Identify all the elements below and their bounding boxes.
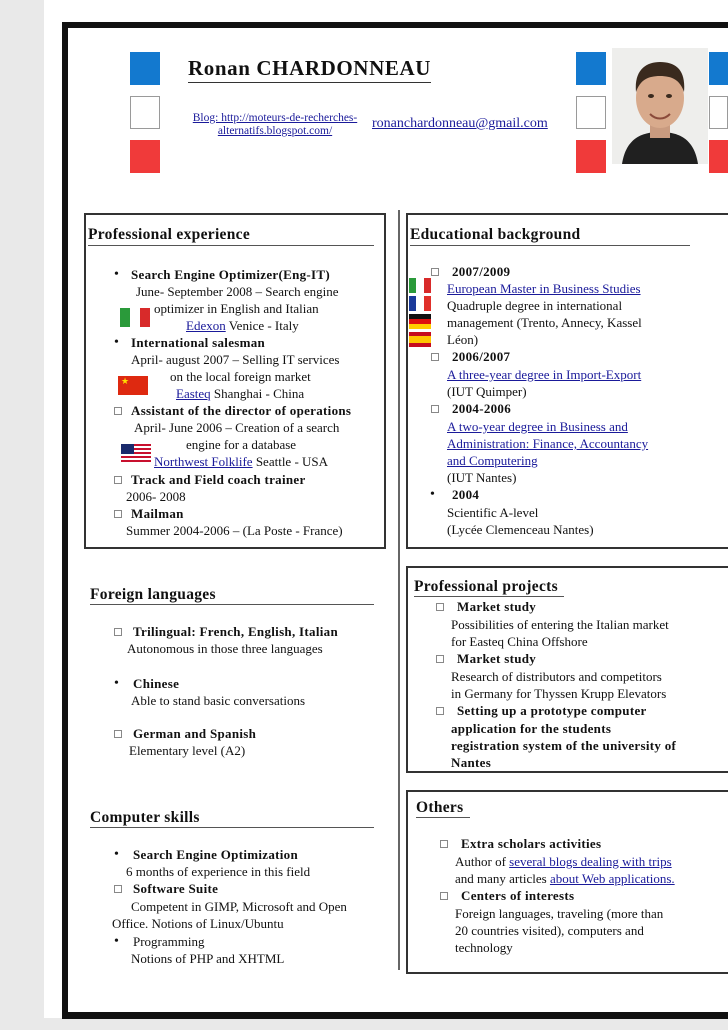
checkbox-bullet	[436, 655, 444, 663]
checkbox-bullet	[431, 405, 439, 413]
language-title: Chinese	[133, 676, 180, 691]
section-title-languages: Foreign languages	[90, 586, 216, 603]
viewer-margin-left	[0, 0, 44, 1030]
job-title: Search Engine Optimizer(Eng-IT)	[131, 267, 330, 282]
job-detail: Summer 2004-2006 – (La Poste - France)	[126, 523, 343, 538]
white-square	[576, 96, 606, 129]
checkbox-bullet	[431, 268, 439, 276]
job-title: Mailman	[131, 506, 184, 521]
project-detail: in Germany for Thyssen Krupp Elevators	[451, 686, 667, 701]
skill-detail: Notions of PHP and XHTML	[131, 951, 285, 966]
others-title: Centers of interests	[461, 888, 575, 903]
job-detail: June- September 2008 – Search engine	[136, 284, 339, 299]
section-rule	[410, 245, 690, 246]
section-rule	[90, 604, 374, 605]
skill-detail: 6 months of experience in this field	[126, 864, 311, 879]
education-detail: Quadruple degree in international	[447, 298, 623, 313]
education-detail: (IUT Quimper)	[447, 384, 527, 399]
skill-detail: Office. Notions of Linux/Ubuntu	[112, 916, 284, 931]
china-flag: ★	[118, 376, 148, 395]
others-detail	[455, 871, 675, 886]
project-title: Setting up a prototype computer	[457, 703, 647, 718]
project-title: application for the students	[451, 721, 612, 736]
articles-link[interactable]: about Web applications.	[549, 871, 675, 886]
bullet: •	[430, 487, 435, 502]
location-text: Venice - Italy	[225, 318, 299, 333]
skill-title: Software Suite	[133, 881, 219, 896]
job-detail: April- august 2007 – Selling IT services	[131, 352, 340, 367]
company-link-edexon[interactable]: Edexon	[186, 318, 226, 333]
checkbox-bullet	[114, 476, 122, 484]
red-square	[130, 140, 160, 173]
spain-flag	[409, 332, 431, 347]
blue-square	[576, 52, 606, 85]
checkbox-bullet	[440, 892, 448, 900]
section-rule	[416, 817, 470, 818]
job-title: International salesman	[131, 335, 266, 350]
section-title-education: Educational background	[410, 226, 581, 243]
job-detail: engine for a database	[186, 437, 297, 452]
degree-link-import-export[interactable]: A three-year degree in Import-Export	[447, 367, 642, 382]
skill-title: Programming	[133, 934, 205, 949]
language-title: German and Spanish	[133, 726, 257, 741]
education-year: 2007/2009	[452, 264, 511, 279]
language-detail: Able to stand basic conversations	[131, 693, 306, 708]
language-detail: Elementary level (A2)	[129, 743, 246, 758]
white-square	[130, 96, 160, 129]
job-detail: April- June 2006 – Creation of a search	[134, 420, 340, 435]
skill-title: Search Engine Optimization	[133, 847, 299, 862]
job-detail: on the local foreign market	[170, 369, 311, 384]
bullet: •	[114, 676, 119, 691]
italy-flag	[120, 308, 150, 327]
location-text: Seattle - USA	[252, 454, 329, 469]
checkbox-bullet	[114, 407, 122, 415]
education-year: 2004-2006	[452, 401, 512, 416]
usa-flag	[121, 444, 151, 463]
job-title: Assistant of the director of operations	[131, 403, 352, 418]
others-detail	[455, 854, 672, 869]
checkbox-bullet	[114, 628, 122, 636]
job-detail: optimizer in English and Italian	[154, 301, 319, 316]
bullet: •	[114, 267, 119, 282]
checkbox-bullet	[436, 707, 444, 715]
france-flag	[409, 296, 431, 311]
blogs-link[interactable]: several blogs dealing with trips	[509, 854, 672, 869]
section-title-experience: Professional experience	[88, 226, 251, 243]
job-location	[186, 318, 299, 333]
project-detail: Research of distributors and competitors	[451, 669, 662, 684]
bullet: •	[114, 847, 119, 862]
job-detail: 2006- 2008	[126, 489, 186, 504]
project-detail: Possibilities of entering the Italian market	[451, 617, 669, 632]
education-detail: Scientific A-level	[447, 505, 539, 520]
checkbox-bullet	[440, 840, 448, 848]
red-square	[576, 140, 606, 173]
language-title: Trilingual: French, English, Italian	[133, 624, 338, 639]
job-location	[154, 454, 328, 469]
checkbox-bullet	[114, 885, 122, 893]
language-detail: Autonomous in those three languages	[127, 641, 323, 656]
blog-link[interactable]: Blog: http://moteurs-de-recherches-alternatifs.blogspot.com/	[192, 112, 358, 137]
candidate-name: Ronan CHARDONNEAU	[188, 56, 431, 83]
checkbox-bullet	[431, 353, 439, 361]
degree-link-business-admin[interactable]: Administration: Finance, Accountancy	[447, 436, 649, 451]
company-link-northwest-folklife[interactable]: Northwest Folklife	[154, 454, 253, 469]
viewer-margin-bottom	[0, 1018, 728, 1030]
section-rule	[414, 596, 564, 597]
education-detail: (Lycée Clemenceau Nantes)	[447, 522, 594, 537]
degree-link-business-admin[interactable]: and Computering	[447, 453, 538, 468]
others-title: Extra scholars activities	[461, 836, 602, 851]
degree-link-european-master[interactable]: European Master in Business Studies	[447, 281, 641, 296]
others-detail: Foreign languages, traveling (more than	[455, 906, 664, 921]
section-title-computer: Computer skills	[90, 809, 200, 826]
skill-detail: Competent in GIMP, Microsoft and Open	[131, 899, 347, 914]
education-detail: (IUT Nantes)	[447, 470, 517, 485]
italy-flag	[409, 278, 431, 293]
job-location	[176, 386, 304, 401]
section-rule	[90, 827, 374, 828]
section-title-others: Others	[416, 799, 464, 816]
location-text: Shanghai - China	[210, 386, 305, 401]
others-detail: technology	[455, 940, 513, 955]
section-rule	[88, 245, 374, 246]
company-link-easteq[interactable]: Easteq	[176, 386, 211, 401]
education-year: 2004	[452, 487, 480, 502]
bullet: •	[114, 934, 119, 949]
degree-link-business-admin[interactable]: A two-year degree in Business and	[447, 419, 628, 434]
email-link[interactable]: ronanchardonneau@gmail.com	[372, 116, 548, 131]
checkbox-bullet	[114, 730, 122, 738]
project-title: Market study	[457, 599, 537, 614]
checkbox-bullet	[114, 510, 122, 518]
section-title-projects: Professional projects	[414, 578, 558, 595]
checkbox-bullet	[436, 603, 444, 611]
red-square	[709, 140, 728, 173]
project-detail: for Easteq China Offshore	[451, 634, 588, 649]
bullet: •	[114, 335, 119, 350]
project-title: Market study	[457, 651, 537, 666]
education-detail: Léon)	[447, 332, 479, 347]
job-title: Track and Field coach trainer	[131, 472, 306, 487]
column-divider	[398, 210, 400, 970]
education-detail: management (Trento, Annecy, Kassel	[447, 315, 642, 330]
education-year: 2006/2007	[452, 349, 511, 364]
blue-square	[709, 52, 728, 85]
project-title: registration system of the university of	[451, 738, 677, 753]
white-square	[709, 96, 728, 129]
others-text: and many articles	[455, 871, 550, 886]
others-detail: 20 countries visited), computers and	[455, 923, 644, 938]
project-title: Nantes	[451, 755, 492, 770]
profile-photo	[612, 48, 708, 164]
blue-square	[130, 52, 160, 85]
germany-flag	[409, 314, 431, 329]
others-text: Author of	[455, 854, 510, 869]
